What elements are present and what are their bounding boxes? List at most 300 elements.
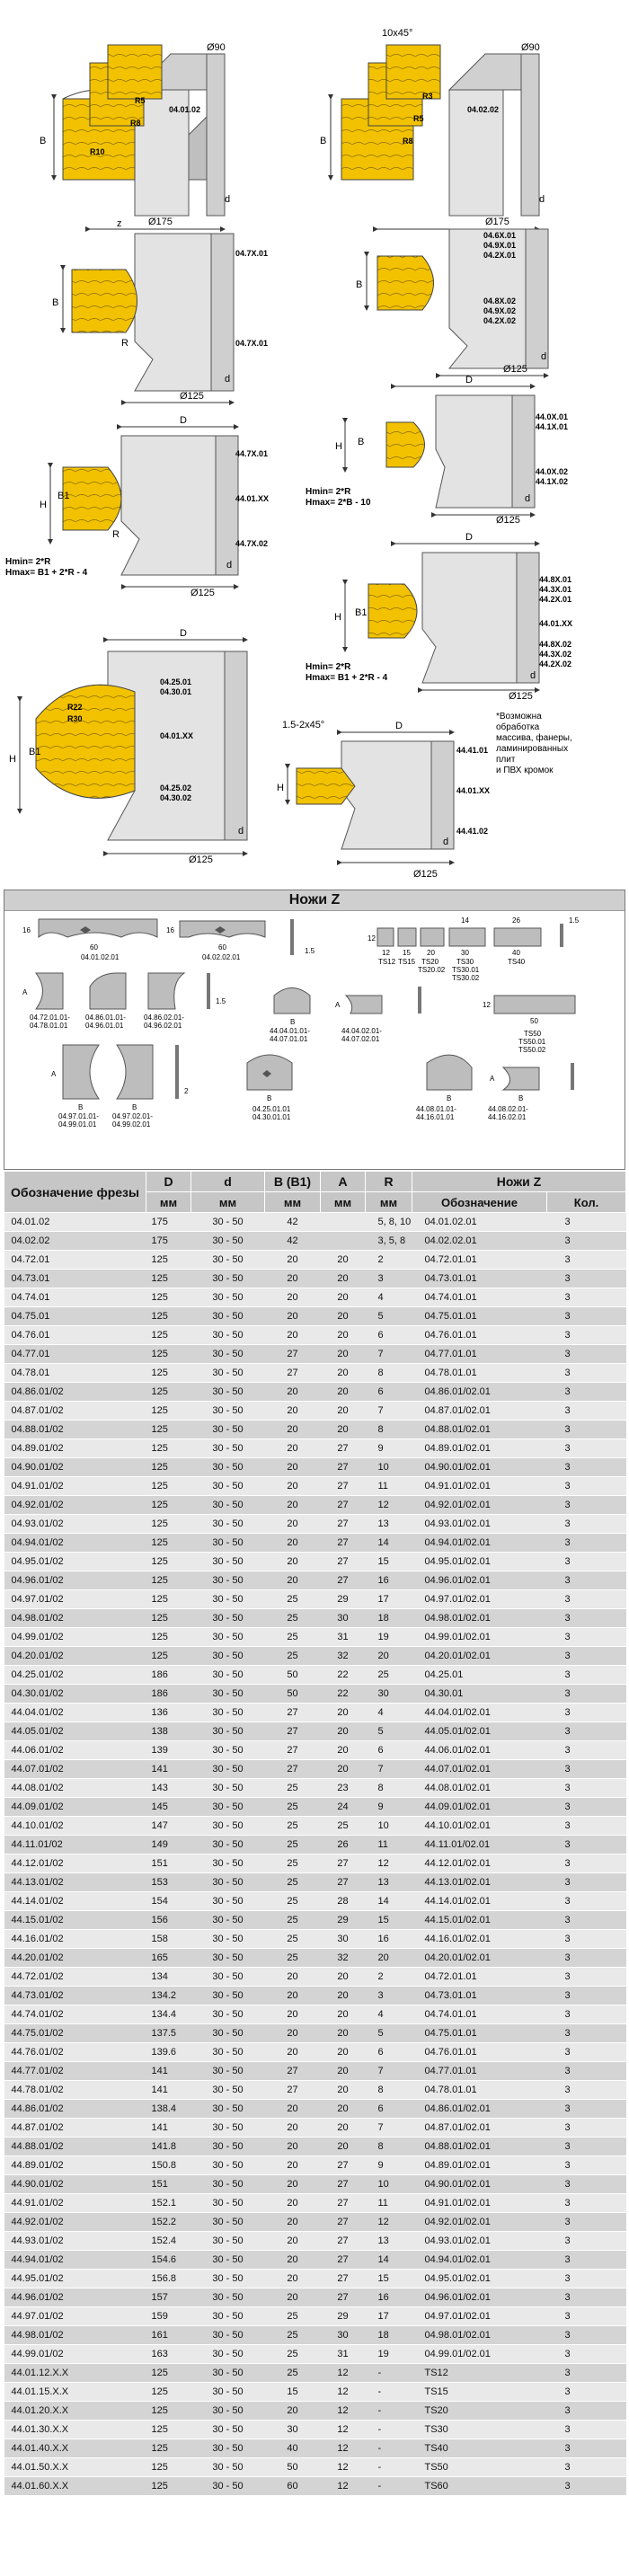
table-cell: 44.95.01/02 [4, 2270, 146, 2288]
table-cell: 30 - 50 [191, 1477, 265, 1496]
table-row [4, 1666, 626, 1685]
table-cell: 5 [366, 2024, 412, 2043]
table-cell: 04.99.01/02.01 [412, 1628, 547, 1647]
table-cell: 30 - 50 [191, 1873, 265, 1892]
table-cell: 138 [146, 1722, 191, 1741]
table-row [4, 1704, 626, 1722]
table-cell: 04.78.01.01 [412, 2081, 547, 2100]
formula: Hmax= B1 + 2*R - 4 [5, 568, 88, 578]
drawing-04-25 [9, 628, 247, 865]
table-cell: 18 [366, 2326, 412, 2345]
table-cell: 27 [265, 1345, 321, 1364]
table-cell: 44.15.01/02 [4, 1911, 146, 1930]
table-cell: 139.6 [146, 2043, 191, 2062]
table-cell: 44.06.01/02 [4, 1741, 146, 1760]
table-cell: 30 - 50 [191, 2175, 265, 2194]
table-cell: 20 [321, 2100, 366, 2119]
dim-dd: d [238, 826, 244, 837]
col-d: d [191, 1172, 265, 1192]
table-cell: 27 [265, 1741, 321, 1760]
table-cell: 44.73.01/02 [4, 1987, 146, 2005]
table-row [4, 1458, 626, 1477]
table-cell: 42 [265, 1213, 321, 1232]
dia-bottom: Ø175 [148, 217, 173, 227]
table-cell: 04.98.01/02.01 [412, 1609, 547, 1628]
table-cell: 12 [321, 2383, 366, 2402]
table-cell: 60 [265, 2477, 321, 2496]
table-cell: 125 [146, 2439, 191, 2458]
table-cell: 7 [366, 1760, 412, 1779]
table-cell: 04.77.01 [4, 1345, 146, 1364]
table-cell: 20 [265, 2138, 321, 2156]
dim-d: d [539, 194, 545, 205]
dia-bottom: Ø125 [503, 364, 527, 375]
table-cell: 20 [265, 2232, 321, 2251]
code-label: 04.01.02 [169, 105, 201, 114]
table-cell: 20 [321, 2081, 366, 2100]
table-cell: 20 [265, 1439, 321, 1458]
table-cell: 04.77.01.01 [412, 2062, 547, 2081]
table-cell: 3 [547, 1968, 626, 1987]
dim-b: B [40, 136, 47, 146]
table-cell: 30 - 50 [191, 2138, 265, 2156]
ts-dim: 26 [512, 916, 520, 925]
dim-h: 12 [368, 934, 376, 943]
formula: Hmin= 2*R [306, 662, 351, 672]
table-cell: TS50 [412, 2458, 547, 2477]
table-cell: 30 - 50 [191, 2402, 265, 2421]
table-cell: 27 [265, 1722, 321, 1741]
svg-text:A: A [490, 1075, 495, 1083]
unit: мм [366, 1192, 412, 1213]
table-cell: 27 [321, 1439, 366, 1458]
table-cell: 20 [265, 2402, 321, 2421]
table-row [4, 1590, 626, 1609]
table-cell: 20 [321, 1760, 366, 1779]
table-cell: 25 [265, 1930, 321, 1949]
dim-d-top: D [465, 532, 473, 543]
table-row [4, 1515, 626, 1534]
table-cell: 04.75.01 [4, 1307, 146, 1326]
table-cell: 44.08.01/02.01 [412, 1779, 547, 1798]
table-cell: 3 [366, 1987, 412, 2005]
table-cell: 30 - 50 [191, 2345, 265, 2364]
table-cell: 20 [265, 2251, 321, 2270]
knife-code: 04.01.02.01 [81, 953, 120, 961]
table-cell: 44.10.01/02.01 [412, 1817, 547, 1836]
dim-r: R [121, 338, 128, 349]
table-cell: 50 [265, 2458, 321, 2477]
table-cell: 3 [547, 2232, 626, 2251]
dim-b: B [52, 297, 59, 308]
dim-a: A [22, 988, 28, 996]
table-cell: 30 - 50 [191, 1458, 265, 1477]
dia-bottom: Ø125 [190, 588, 215, 598]
ts-code: TS20.02 [418, 966, 446, 974]
table-cell: 20 [321, 2119, 366, 2138]
code-top: 44.0X.01 [536, 412, 569, 421]
unit: мм [191, 1192, 265, 1213]
table-cell: 44.20.01/02 [4, 1949, 146, 1968]
table-cell: 9 [366, 1439, 412, 1458]
code-bottom: 44.2X.02 [539, 659, 572, 668]
svg-text:04.97.02.01-: 04.97.02.01- [112, 1112, 153, 1120]
table-row [4, 1722, 626, 1741]
code: 44.41.02 [456, 827, 489, 836]
table-cell: 153 [146, 1873, 191, 1892]
table-cell: 04.75.01.01 [412, 2024, 547, 2043]
table-row [4, 1609, 626, 1628]
table-cell: 20 [321, 1364, 366, 1383]
table-cell: - [366, 2477, 412, 2496]
table-cell: 6 [366, 2043, 412, 2062]
table-row [4, 2119, 626, 2138]
table-cell: 31 [321, 1628, 366, 1647]
table-row [4, 1307, 626, 1326]
table-row [4, 2043, 626, 2062]
table-cell: 3 [547, 1364, 626, 1383]
table-cell: 30 - 50 [191, 1704, 265, 1722]
svg-text:44.04.01.01-: 44.04.01.01- [270, 1027, 310, 1035]
table-cell: 20 [321, 1741, 366, 1760]
dim-dd: d [530, 670, 536, 681]
table-cell: 20 [321, 2005, 366, 2024]
table-cell: 125 [146, 2364, 191, 2383]
code-top: 04.9X.01 [483, 241, 517, 250]
svg-text:B: B [78, 1103, 84, 1111]
drawing-04-02-02 [320, 28, 545, 229]
table-cell: 30 - 50 [191, 1628, 265, 1647]
table-cell: 3 [547, 1326, 626, 1345]
table-row [4, 2213, 626, 2232]
table-cell: 44.12.01/02 [4, 1855, 146, 1873]
table-cell: 31 [321, 2345, 366, 2364]
table-cell: 3 [547, 1496, 626, 1515]
table-cell: 15 [366, 1911, 412, 1930]
table-cell: 44.75.01/02 [4, 2024, 146, 2043]
table-cell: 44.01.15.X.X [4, 2383, 146, 2402]
knife-04-02-02-01 [166, 921, 265, 961]
table-cell: 25 [265, 2307, 321, 2326]
code-top: 04.2X.01 [483, 251, 517, 260]
r-label: R5 [135, 96, 146, 105]
table-cell: 44.07.01/02 [4, 1760, 146, 1779]
table-cell: 20 [321, 2024, 366, 2043]
dia-top: Ø90 [521, 42, 540, 53]
table-cell: 125 [146, 1571, 191, 1590]
table-cell: 11 [366, 2194, 412, 2213]
code: 44.41.01 [456, 746, 489, 755]
table-cell: 4 [366, 2005, 412, 2024]
table-cell: 04.95.01/02.01 [412, 1553, 547, 1571]
table-row [4, 2005, 626, 2024]
table-row [4, 1383, 626, 1402]
table-cell: 04.94.01/02 [4, 1534, 146, 1553]
dia-bottom: Ø125 [189, 854, 213, 865]
table-cell: 04.98.01/02.01 [412, 2326, 547, 2345]
table-cell: 50 [265, 1685, 321, 1704]
table-cell: 134.2 [146, 1987, 191, 2005]
table-cell: 04.97.01/02 [4, 1590, 146, 1609]
table-cell: 165 [146, 1949, 191, 1968]
table-cell: 175 [146, 1213, 191, 1232]
table-cell: 175 [146, 1232, 191, 1251]
table-cell: 20 [321, 1968, 366, 1987]
table-cell: 44.93.01/02 [4, 2232, 146, 2251]
table-cell: 3 [547, 1232, 626, 1251]
table-cell: TS12 [412, 2364, 547, 2383]
table-cell: 3 [547, 1515, 626, 1534]
svg-text:плит: плит [496, 755, 516, 765]
ts-width: 12 [382, 949, 390, 957]
table-cell: 44.99.01/02 [4, 2345, 146, 2364]
table-cell: 137.5 [146, 2024, 191, 2043]
table-cell: 2 [366, 1251, 412, 1270]
table-cell: 27 [265, 1364, 321, 1383]
svg-text:44.08.01.01-: 44.08.01.01- [416, 1105, 456, 1113]
table-cell: 3 [547, 1666, 626, 1685]
table-cell: 10 [366, 1458, 412, 1477]
ts-width: 30 [461, 949, 469, 957]
table-cell: 125 [146, 2383, 191, 2402]
table-cell: 24 [321, 1798, 366, 1817]
table-cell: 44.16.01/02 [4, 1930, 146, 1949]
table-cell: 125 [146, 1609, 191, 1628]
table-row [4, 1911, 626, 1930]
ts-code: TS30.02 [452, 974, 480, 982]
table-cell: 27 [321, 1534, 366, 1553]
table-cell: 5 [366, 1307, 412, 1326]
table-cell: 3 [547, 2024, 626, 2043]
dim-w: 60 [218, 943, 226, 952]
table-row [4, 1817, 626, 1836]
table-cell: 44.01.30.X.X [4, 2421, 146, 2439]
code-top: 04.6X.01 [483, 231, 517, 240]
dia-top: Ø90 [207, 42, 226, 53]
table-cell: 125 [146, 1477, 191, 1496]
table-cell: 04.76.01.01 [412, 2043, 547, 2062]
table-cell: 141 [146, 1760, 191, 1779]
code-top: 04.25.01 [160, 677, 192, 686]
table-cell: 44.88.01/02 [4, 2138, 146, 2156]
table-cell: 30 - 50 [191, 2024, 265, 2043]
table-cell: 3, 5, 8 [366, 1232, 412, 1251]
table-cell: 28 [321, 1892, 366, 1911]
table-cell: 30 - 50 [191, 2232, 265, 2251]
table-cell: 125 [146, 1364, 191, 1383]
dim-h: 16 [166, 926, 174, 934]
table-cell: 17 [366, 2307, 412, 2326]
table-cell: 30 - 50 [191, 1930, 265, 1949]
table-cell: 30 - 50 [191, 1326, 265, 1345]
table-cell: 10 [366, 2175, 412, 2194]
table-cell: 30 - 50 [191, 1666, 265, 1685]
table-cell: 3 [547, 1817, 626, 1836]
table-cell: 10 [366, 1817, 412, 1836]
col-A: A [321, 1172, 366, 1192]
table-row [4, 1270, 626, 1288]
table-cell: 30 - 50 [191, 1647, 265, 1666]
table-cell: 25 [265, 1798, 321, 1817]
table-cell: 44.11.01/02 [4, 1836, 146, 1855]
dim-h: H [334, 612, 341, 623]
table-row [4, 2138, 626, 2156]
table-cell: 125 [146, 1345, 191, 1364]
table-cell: 04.86.01/02 [4, 1383, 146, 1402]
table-cell: 44.09.01/02 [4, 1798, 146, 1817]
table-cell: 125 [146, 1402, 191, 1421]
table-cell: 18 [366, 1609, 412, 1628]
knife-ts50 [483, 996, 575, 1054]
table-cell: 134 [146, 1968, 191, 1987]
table-cell: 4 [366, 1704, 412, 1722]
table-cell: 25 [265, 2326, 321, 2345]
table-cell: 20 [265, 2194, 321, 2213]
svg-text:A: A [335, 1001, 341, 1009]
knife-04-72 [22, 973, 70, 1030]
svg-text:12: 12 [483, 1001, 491, 1009]
svg-text:04.78.01.01: 04.78.01.01 [30, 1022, 68, 1030]
spec-table [4, 1171, 626, 2496]
table-cell: 8 [366, 2138, 412, 2156]
table-cell: 30 - 50 [191, 1722, 265, 1741]
dim-b1: B1 [355, 607, 368, 618]
table-cell: 12 [366, 1496, 412, 1515]
table-cell: 27 [321, 1458, 366, 1477]
dim-d: d [225, 374, 231, 385]
table-cell: 30 - 50 [191, 1798, 265, 1817]
svg-text:B: B [290, 1018, 296, 1026]
table-cell: 125 [146, 1326, 191, 1345]
table-cell: 161 [146, 2326, 191, 2345]
table-cell: 136 [146, 1704, 191, 1722]
formula: Hmin= 2*R [5, 557, 51, 567]
table-row [4, 1628, 626, 1647]
table-cell: 6 [366, 1326, 412, 1345]
table-cell: 3 [547, 2119, 626, 2138]
table-cell: 3 [547, 2005, 626, 2024]
table-cell: 125 [146, 1647, 191, 1666]
table-cell: 04.92.01/02.01 [412, 2213, 547, 2232]
table-cell: 15 [265, 2383, 321, 2402]
table-cell: 3 [547, 1836, 626, 1855]
table-cell: 26 [321, 1836, 366, 1855]
table-cell: 3 [547, 1647, 626, 1666]
dim-d: d [225, 194, 231, 205]
table-cell: 125 [146, 1496, 191, 1515]
code-bottom: 44.8X.02 [539, 640, 572, 649]
table-cell: 152.4 [146, 2232, 191, 2251]
table-row [4, 1760, 626, 1779]
ts-code: TS12 [378, 958, 396, 966]
table-cell: 04.98.01/02 [4, 1609, 146, 1628]
table-cell: 30 - 50 [191, 2421, 265, 2439]
table-cell: 04.88.01/02.01 [412, 2138, 547, 2156]
code: 44.01.XX [456, 786, 491, 795]
table-cell: 04.94.01/02.01 [412, 2251, 547, 2270]
table-cell: 29 [321, 1590, 366, 1609]
table-cell: 20 [265, 1251, 321, 1270]
table-cell: 25 [265, 1628, 321, 1647]
dia-bottom: Ø125 [509, 691, 533, 702]
table-cell: 30 - 50 [191, 1949, 265, 1968]
table-row [4, 1496, 626, 1515]
svg-text:04.72.01.01-: 04.72.01.01- [30, 1014, 70, 1022]
table-row [4, 1892, 626, 1911]
table-cell: 3 [547, 2081, 626, 2100]
table-cell: TS40 [412, 2439, 547, 2458]
ts-width: 15 [403, 949, 411, 957]
table-cell: 20 [265, 1383, 321, 1402]
table-cell: 20 [265, 1307, 321, 1326]
table-cell: 125 [146, 1534, 191, 1553]
table-cell: 04.86.01/02.01 [412, 1383, 547, 1402]
table-cell: 04.99.01/02 [4, 1628, 146, 1647]
table-row [4, 1421, 626, 1439]
col-knife-designation: Обозначение [412, 1192, 547, 1213]
table-cell: 27 [321, 1515, 366, 1534]
table-cell: 04.76.01.01 [412, 1326, 547, 1345]
table-cell: 25 [366, 1666, 412, 1685]
table-cell: 156.8 [146, 2270, 191, 2288]
table-cell: 3 [366, 1270, 412, 1288]
table-cell: 12 [321, 2402, 366, 2421]
table-cell: 44.77.01/02 [4, 2062, 146, 2081]
table-cell: 04.86.01/02.01 [412, 2100, 547, 2119]
table-cell: 30 - 50 [191, 1270, 265, 1288]
table-row [4, 2364, 626, 2383]
table-cell: 14 [366, 1892, 412, 1911]
svg-text:*Возможна: *Возможна [496, 712, 542, 721]
drawing-44-41 [277, 712, 572, 880]
dim-r: R [112, 529, 120, 540]
table-cell: 7 [366, 1345, 412, 1364]
table-cell: 04.02.02 [4, 1232, 146, 1251]
svg-text:2: 2 [184, 1087, 189, 1095]
table-cell: 04.90.01/02.01 [412, 2175, 547, 2194]
table-cell: 151 [146, 2175, 191, 2194]
knife-04-97-02 [112, 1045, 189, 1129]
table-cell: 04.87.01/02.01 [412, 2119, 547, 2138]
table-cell: 04.74.01.01 [412, 1288, 547, 1307]
table-cell: 44.01.20.X.X [4, 2402, 146, 2421]
r-label: R8 [403, 137, 413, 146]
table-cell: 44.10.01/02 [4, 1817, 146, 1836]
svg-text:04.25.01.01: 04.25.01.01 [252, 1105, 291, 1113]
code-top: 04.30.01 [160, 687, 192, 696]
table-cell: 14 [366, 2251, 412, 2270]
svg-text:44.07.01.01: 44.07.01.01 [270, 1035, 308, 1043]
table-cell: 3 [547, 1722, 626, 1741]
table-cell: 23 [321, 1779, 366, 1798]
code-top: 04.7X.01 [235, 249, 269, 258]
table-cell: 20 [265, 1553, 321, 1571]
table-cell: 04.96.01/02 [4, 1571, 146, 1590]
table-cell: 11 [366, 1836, 412, 1855]
col-knives: Ножи Z [412, 1172, 626, 1192]
table-cell: 7 [366, 1402, 412, 1421]
table-cell: TS30 [412, 2421, 547, 2439]
svg-text:1.5: 1.5 [216, 997, 226, 1005]
code-bottom: 44.0X.02 [536, 467, 569, 476]
table-cell: 150.8 [146, 2156, 191, 2175]
table-cell: 30 - 50 [191, 2364, 265, 2383]
table-cell: 9 [366, 1798, 412, 1817]
table-cell: 20 [321, 1251, 366, 1270]
table-cell: 154.6 [146, 2251, 191, 2270]
chamfer-label: 1.5-2x45° [282, 720, 325, 730]
dim-b1: B1 [58, 491, 70, 501]
